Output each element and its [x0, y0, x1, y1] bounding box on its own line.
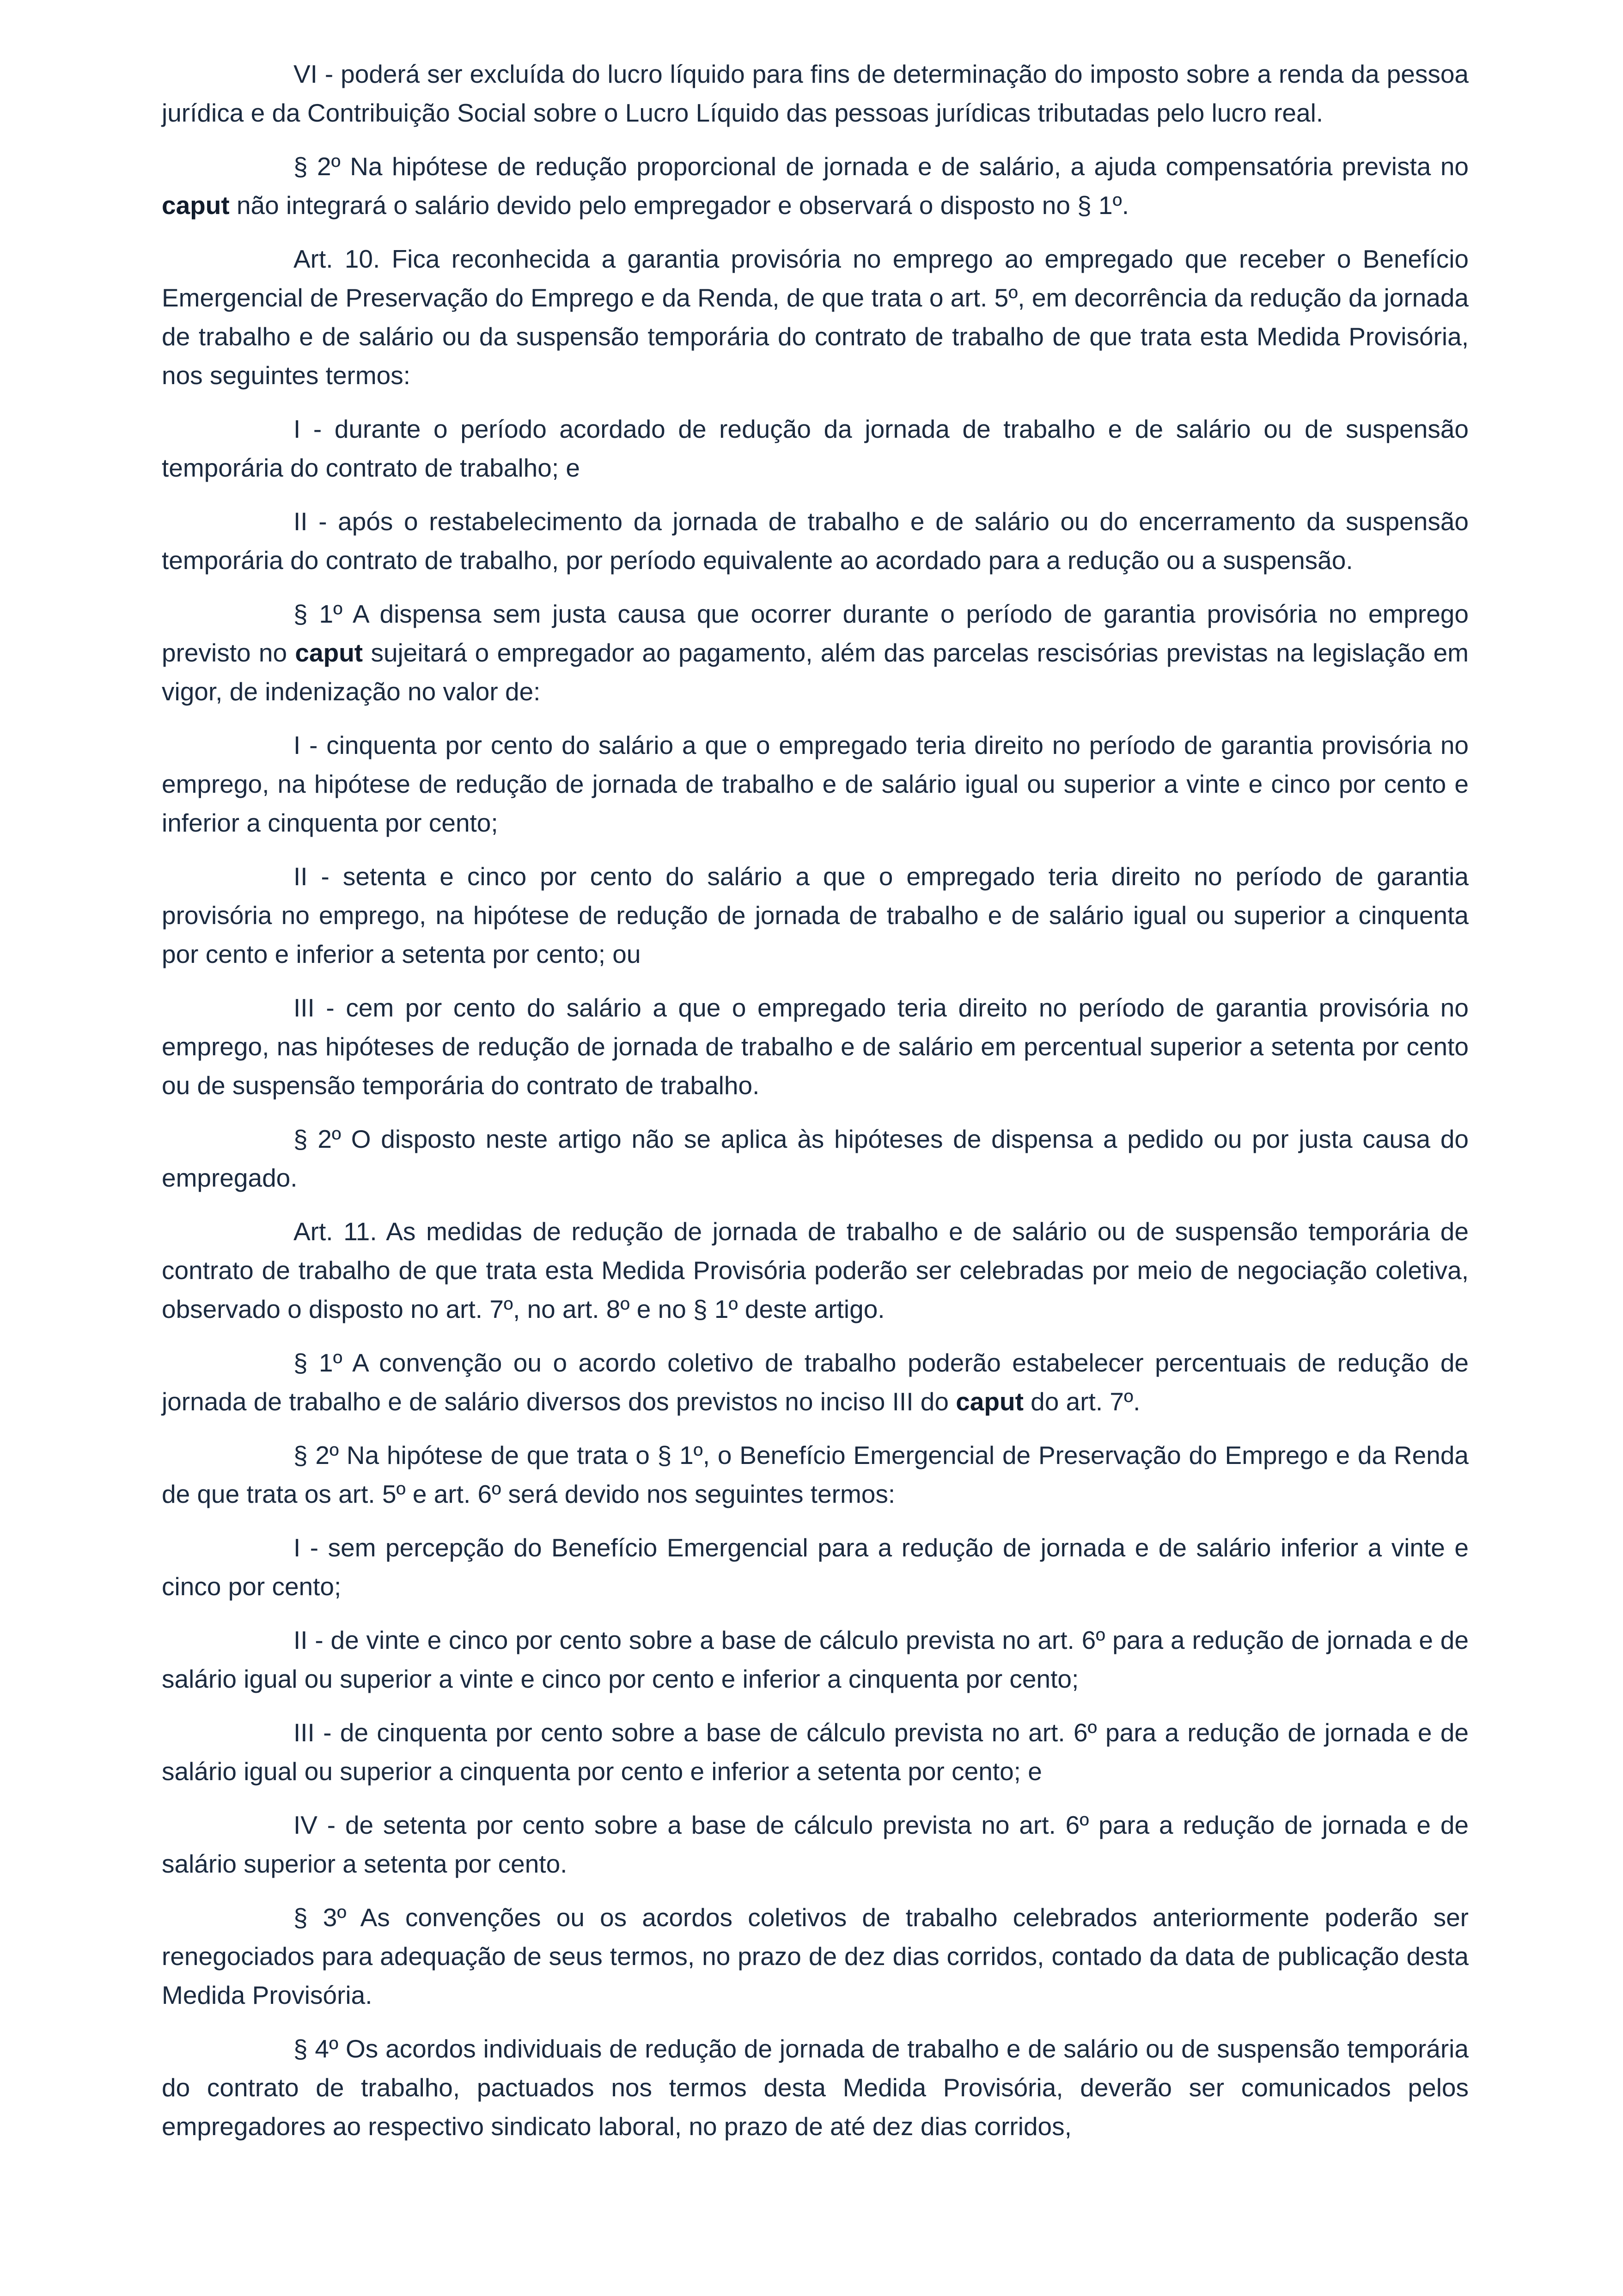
paragraph-text: sujeitará o empregador ao pagamento, além das parcelas rescisórias previstas na legislação em vigor, de indenização no valor de: — [162, 638, 1469, 706]
paragraph-text: do art. 7º. — [1023, 1387, 1141, 1416]
caput-emphasis: caput — [162, 191, 230, 220]
paragraph-text: I - sem percepção do Benefício Emergencial para a redução de jornada e de salário inferior a vinte e cinco por cento; — [162, 1533, 1469, 1601]
paragraph-text: § 1º A dispensa sem justa causa que ocorrer durante o período de garantia provisória no emprego previsto no — [162, 600, 1469, 667]
paragraph-text: § 3º As convenções ou os acordos coletivos de trabalho celebrados anteriormente poderão ser renegociados para adequação de seus termos, no prazo de dez dias corridos, contado da data de publicação desta Medida Provisória. — [162, 1903, 1469, 2009]
caput-emphasis: caput — [295, 638, 363, 667]
paragraph-text: II - após o restabelecimento da jornada de trabalho e de salário ou do encerramento da suspensão temporária do contrato de trabalho, por período equivalente ao acordado para a redução ou a suspensão. — [162, 507, 1469, 575]
paragraph-text: § 2º Na hipótese de que trata o § 1º, o Benefício Emergencial de Preservação do Emprego e da Renda de que trata os art. 5º e art. 6º será devido nos seguintes termos: — [162, 1441, 1469, 1508]
paragraph-text: II - de vinte e cinco por cento sobre a base de cálculo prevista no art. 6º para a redução de jornada e de salário igual ou superior a vinte e cinco por cento e inferior a cinquenta por cento; — [162, 1626, 1469, 1693]
caput-emphasis: caput — [956, 1387, 1024, 1416]
paragraph-art10 — [162, 239, 1469, 395]
paragraph-art11-par1 — [162, 1343, 1469, 1421]
paragraph-text: III - cem por cento do salário a que o empregado teria direito no período de garantia provisória no emprego, nas hipóteses de redução de jornada de trabalho e de salário em percentual superior a setenta por cento ou de suspensão temporária do contrato de trabalho. — [162, 993, 1469, 1100]
paragraph-text: § 1º A convenção ou o acordo coletivo de trabalho poderão estabelecer percentuais de redução de jornada de trabalho e de salário diversos dos previstos no inciso III do — [162, 1348, 1469, 1416]
paragraph-art10-par2 — [162, 1120, 1469, 1197]
paragraph-text: VI - poderá ser excluída do lucro líquido para fins de determinação do imposto sobre a renda da pessoa jurídica e da Contribuição Social sobre o Lucro Líquido das pessoas jurídicas tributadas pelo lucro real. — [162, 60, 1469, 127]
paragraph-text: § 2º O disposto neste artigo não se aplica às hipóteses de dispensa a pedido ou por justa causa do empregado. — [162, 1125, 1469, 1192]
paragraph-text: Art. 11. As medidas de redução de jornada de trabalho e de salário ou de suspensão temporária de contrato de trabalho de que trata esta Medida Provisória poderão ser celebradas por meio de negociação coletiva, observado o disposto no art. 7º, no art. 8º e no § 1º deste artigo. — [162, 1217, 1469, 1323]
paragraph-text: IV - de setenta por cento sobre a base de cálculo prevista no art. 6º para a redução de jornada e de salário superior a setenta por cento. — [162, 1811, 1469, 1878]
paragraph-art11-par2-inciso-i — [162, 1528, 1469, 1606]
paragraph-text: não integrará o salário devido pelo empregador e observará o disposto no § 1º. — [229, 191, 1129, 220]
paragraph-art10-par1-inciso-ii — [162, 857, 1469, 974]
paragraph-art10-inciso-ii — [162, 502, 1469, 580]
paragraph-art11-par2-inciso-iv — [162, 1806, 1469, 1883]
paragraph-art10-par1 — [162, 594, 1469, 711]
paragraph-art11-par3 — [162, 1898, 1469, 2014]
paragraph-par2-ajuda-compensatoria — [162, 147, 1469, 225]
paragraph-text: § 4º Os acordos individuais de redução de jornada de trabalho e de salário ou de suspensão temporária do contrato de trabalho, pactuados nos termos desta Medida Provisória, deverão ser comunicados pelos empregadores ao respectivo sindicato laboral, no prazo de até dez dias corridos, — [162, 2034, 1469, 2141]
paragraph-text: III - de cinquenta por cento sobre a base de cálculo prevista no art. 6º para a redução de jornada e de salário igual ou superior a cinquenta por cento e inferior a setenta por cento; e — [162, 1718, 1469, 1786]
paragraph-art11-par2-inciso-iii — [162, 1713, 1469, 1791]
document-page — [162, 55, 1469, 2161]
paragraph-text: I - cinquenta por cento do salário a que o empregado teria direito no período de garantia provisória no emprego, na hipótese de redução de jornada de trabalho e de salário igual ou superior a vinte e cinco por cento e inferior a cinquenta por cento; — [162, 731, 1469, 837]
paragraph-art11-par4 — [162, 2029, 1469, 2146]
paragraph-art10-par1-inciso-i — [162, 726, 1469, 842]
paragraph-art10-par1-inciso-iii — [162, 988, 1469, 1105]
paragraph-text: § 2º Na hipótese de redução proporcional de jornada e de salário, a ajuda compensatória prevista no — [293, 152, 1469, 181]
paragraph-text: Art. 10. Fica reconhecida a garantia provisória no emprego ao empregado que receber o Benefício Emergencial de Preservação do Emprego e da Renda, de que trata o art. 5º, em decorrência da redução da jornada de trabalho e de salário ou da suspensão temporária do contrato de trabalho de que trata esta Medida Provisória, nos seguintes termos: — [162, 245, 1469, 390]
paragraph-art11-par2-inciso-ii — [162, 1621, 1469, 1698]
paragraph-text: I - durante o período acordado de redução da jornada de trabalho e de salário ou de suspensão temporária do contrato de trabalho; e — [162, 415, 1469, 482]
paragraph-text: II - setenta e cinco por cento do salário a que o empregado teria direito no período de garantia provisória no emprego, na hipótese de redução de jornada de trabalho e de salário igual ou superior a cinquenta por cento e inferior a setenta por cento; ou — [162, 862, 1469, 968]
paragraph-art11 — [162, 1212, 1469, 1329]
paragraph-vi-exclusion — [162, 55, 1469, 132]
paragraph-art10-inciso-i — [162, 410, 1469, 487]
paragraph-art11-par2 — [162, 1436, 1469, 1513]
